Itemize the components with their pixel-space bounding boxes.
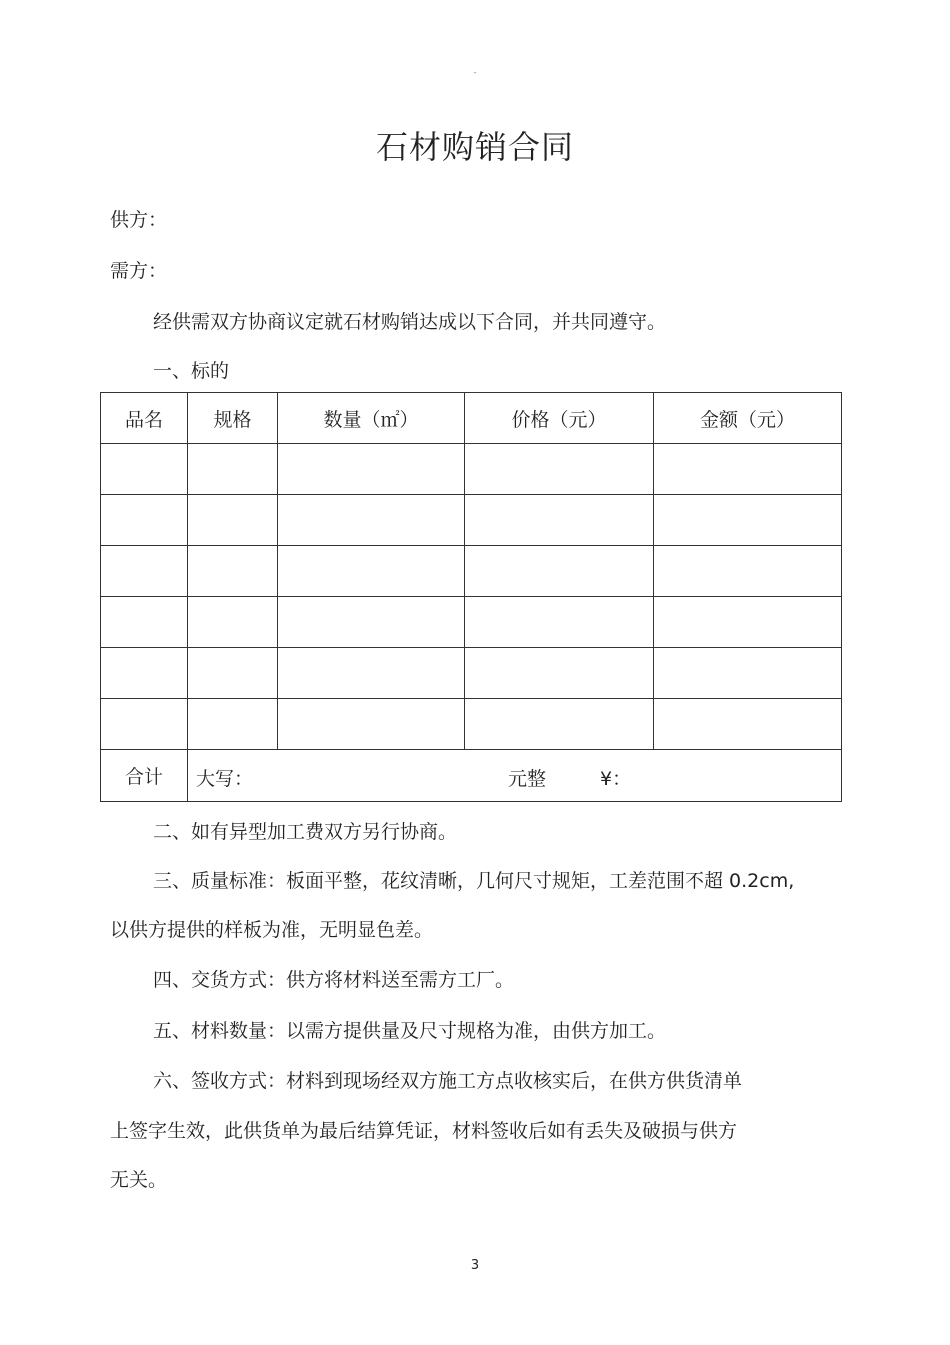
table-cell[interactable] [278, 648, 465, 699]
table-cell[interactable] [654, 495, 842, 546]
daxie-label: 大写： [196, 768, 254, 790]
header-cell-amount: 金额（元） [654, 393, 842, 444]
table-cell[interactable] [188, 495, 278, 546]
section-1-heading: 一、标的 [153, 360, 230, 382]
table-cell[interactable] [188, 648, 278, 699]
table-cell[interactable] [278, 546, 465, 597]
header-cell-name: 品名 [101, 393, 188, 444]
total-label: 合计 [101, 750, 188, 802]
header-cell-price: 价格（元） [465, 393, 654, 444]
table-cell[interactable] [654, 648, 842, 699]
table-cell[interactable] [101, 546, 188, 597]
goods-table [100, 392, 842, 802]
table-cell[interactable] [465, 597, 654, 648]
yuanzheng-label: 元整 [508, 768, 547, 790]
section-6-line-2: 上签字生效，此供货单为最后结算凭证，材料签收后如有丢失及破损与供方 [110, 1120, 738, 1142]
table-row [101, 495, 842, 546]
table-cell[interactable] [188, 699, 278, 750]
table-header-row [101, 393, 842, 444]
table-cell[interactable] [654, 444, 842, 495]
table-row [101, 648, 842, 699]
section-4: 四、交货方式：供方将材料送至需方工厂。 [153, 969, 515, 991]
section-6-line-1: 六、签收方式：材料到现场经双方施工方点收核实后，在供方供货清单 [153, 1070, 743, 1092]
intro-paragraph: 经供需双方协商议定就石材购销达成以下合同，并共同遵守。 [153, 311, 667, 333]
table-cell[interactable] [278, 699, 465, 750]
section-3-line-1: 三、质量标准：板面平整，花纹清晰，几何尺寸规矩，工差范围不超 0.2cm, [153, 870, 795, 892]
table-cell[interactable] [465, 648, 654, 699]
table-cell[interactable] [188, 444, 278, 495]
section-2: 二、如有异型加工费双方另行协商。 [153, 821, 458, 843]
table-row [101, 444, 842, 495]
section-6-line-3: 无关。 [110, 1169, 168, 1191]
table-cell[interactable] [188, 597, 278, 648]
table-cell[interactable] [654, 546, 842, 597]
document-title: 石材购销合同 [375, 128, 574, 166]
table-cell[interactable] [465, 699, 654, 750]
table-row [101, 597, 842, 648]
total-amount-cell[interactable] [188, 750, 842, 802]
header-cell-quantity: 数量（㎡） [278, 393, 465, 444]
page-number: 3 [470, 1258, 480, 1273]
table-cell[interactable] [101, 444, 188, 495]
table-cell[interactable] [278, 597, 465, 648]
supplier-label: 供方： [110, 209, 168, 231]
table-cell[interactable] [465, 495, 654, 546]
table-cell[interactable] [654, 597, 842, 648]
section-3-line-2: 以供方提供的样板为准，无明显色差。 [110, 919, 434, 941]
header-cell-spec: 规格 [188, 393, 278, 444]
table-cell[interactable] [465, 444, 654, 495]
total-row [101, 750, 842, 802]
table-cell[interactable] [278, 444, 465, 495]
yen-label: ¥： [600, 768, 632, 790]
header-mark: - [473, 68, 477, 78]
buyer-label: 需方： [110, 260, 168, 282]
table-cell[interactable] [101, 597, 188, 648]
table-cell[interactable] [101, 495, 188, 546]
table-row [101, 699, 842, 750]
table-row [101, 546, 842, 597]
table-cell[interactable] [278, 495, 465, 546]
table-cell[interactable] [465, 546, 654, 597]
table-cell[interactable] [101, 648, 188, 699]
section-5: 五、材料数量：以需方提供量及尺寸规格为准，由供方加工。 [153, 1020, 667, 1042]
table-cell[interactable] [188, 546, 278, 597]
table-cell[interactable] [101, 699, 188, 750]
table-cell[interactable] [654, 699, 842, 750]
